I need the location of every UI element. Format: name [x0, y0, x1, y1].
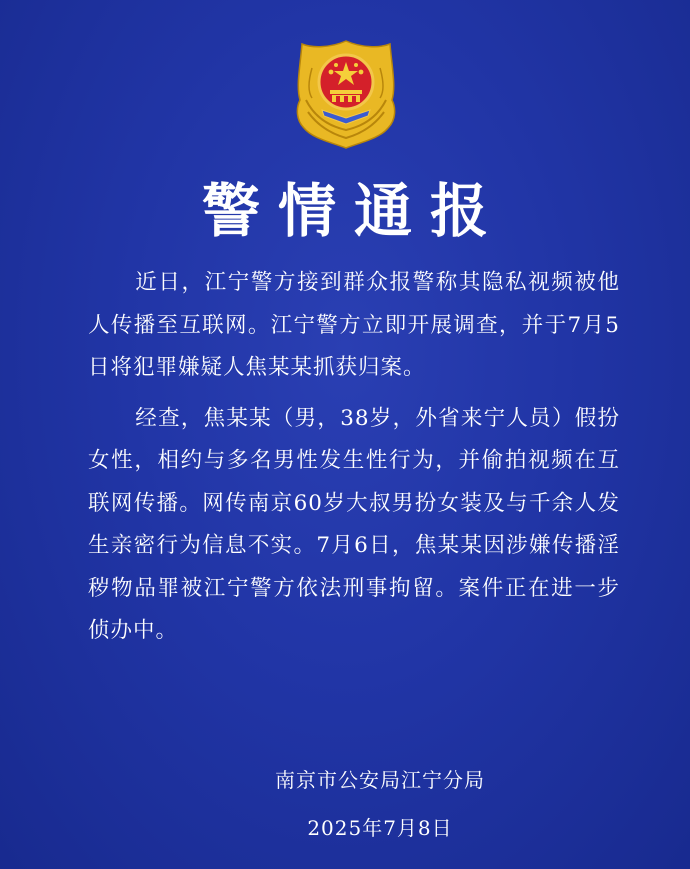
notice-body [88, 262, 620, 653]
issuer-name: 南京市公安局江宁分局 [275, 768, 485, 792]
notice-title: 警情通报 [201, 177, 506, 245]
notice-paragraph: 近日，江宁警方接到群众报警称其隐私视频被他人传播至互联网。江宁警方立即开展调查，并于7月5日将犯罪嫌疑人焦某某抓获归案。 [88, 270, 620, 380]
notice-signature [230, 756, 530, 852]
notice-paragraph: 经查，焦某某（男，38岁，外省来宁人员）假扮女性，相约与多名男性发生性行为，并偷拍视频在互联网传播。网传南京60岁大叔男扮女装及与千余人发生亲密行为信息不实。7月6日，焦某某因涉嫌传播淫秽物品罪被江宁警方依法刑事拘留。案件正在进一步侦办中。 [88, 405, 620, 643]
police-emblem-icon [292, 38, 400, 150]
issue-date: 2025年7月8日 [307, 816, 453, 840]
